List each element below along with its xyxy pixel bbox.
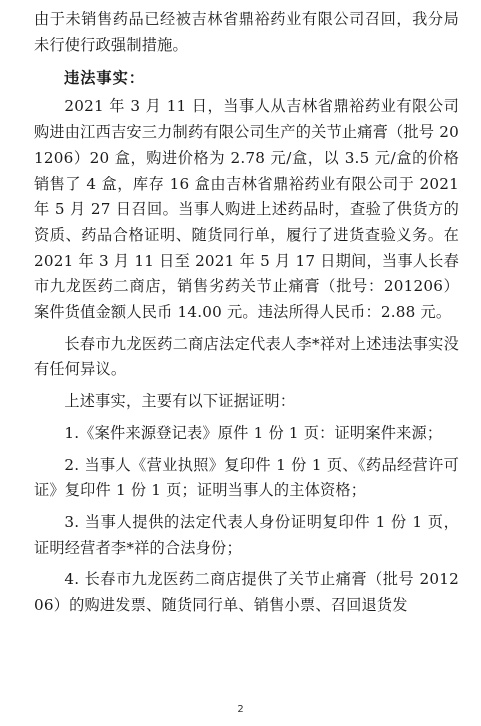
paragraph-evidence-intro: 上述事实，主要有以下证据证明： — [64, 392, 296, 411]
section-heading-violation-facts: 违法事实： — [64, 69, 145, 88]
paragraph-enforcement-note: 由于未销售药品已经被吉林省鼎裕药业有限公司召回，我分局未行使行政强制措施。 — [34, 10, 459, 54]
evidence-item-3: 3. 当事人提供的法定代表人身份证明复印件 1 份 1 页，证明经营者李*祥的合法身份； — [34, 512, 459, 557]
paragraph-violation-details: 2021 年 3 月 11 日，当事人从吉林省鼎裕药业有限公司购进由江西吉安三力制药有限公司生产的关节止痛膏（批号 201206）20 盒，购进价格为 2.78 元/盒，以 3.5 元/盒的价格销售了 4 盒，库存 16 盒由吉林省鼎裕药业有限公司于 2021 年 5 月 27 日召回。当事人购进上述药品时，查验了供货方的资质、药品合格证明、随货同行单，履行了进货查验义务。在 2021 年 3 月 11 日至 2021 年 5 月 17 日期间，当事人长春市九龙医药二商店，销售劣药关节止痛膏（批号：201206）案件货值金额人民币 14.00 元。违法所得人民币：2.88 元。 — [34, 97, 459, 322]
paragraph-no-objection: 长春市九龙医药二商店法定代表人李*祥对上述违法事实没有任何异议。 — [34, 334, 459, 379]
evidence-item-2: 2. 当事人《营业执照》复印件 1 份 1 页、《药品经营许可证》复印件 1 份 1 页；证明当事人的主体资格； — [34, 455, 459, 500]
evidence-item-4: 4. 长春市九龙医药二商店提供了关节止痛膏（批号 201206）的购进发票、随货同行单、销售小票、召回退货发 — [34, 570, 459, 615]
evidence-item-1: 1.《案件来源登记表》原件 1 份 1 页：证明案件来源； — [64, 423, 443, 442]
page-number: 2 — [237, 704, 244, 715]
